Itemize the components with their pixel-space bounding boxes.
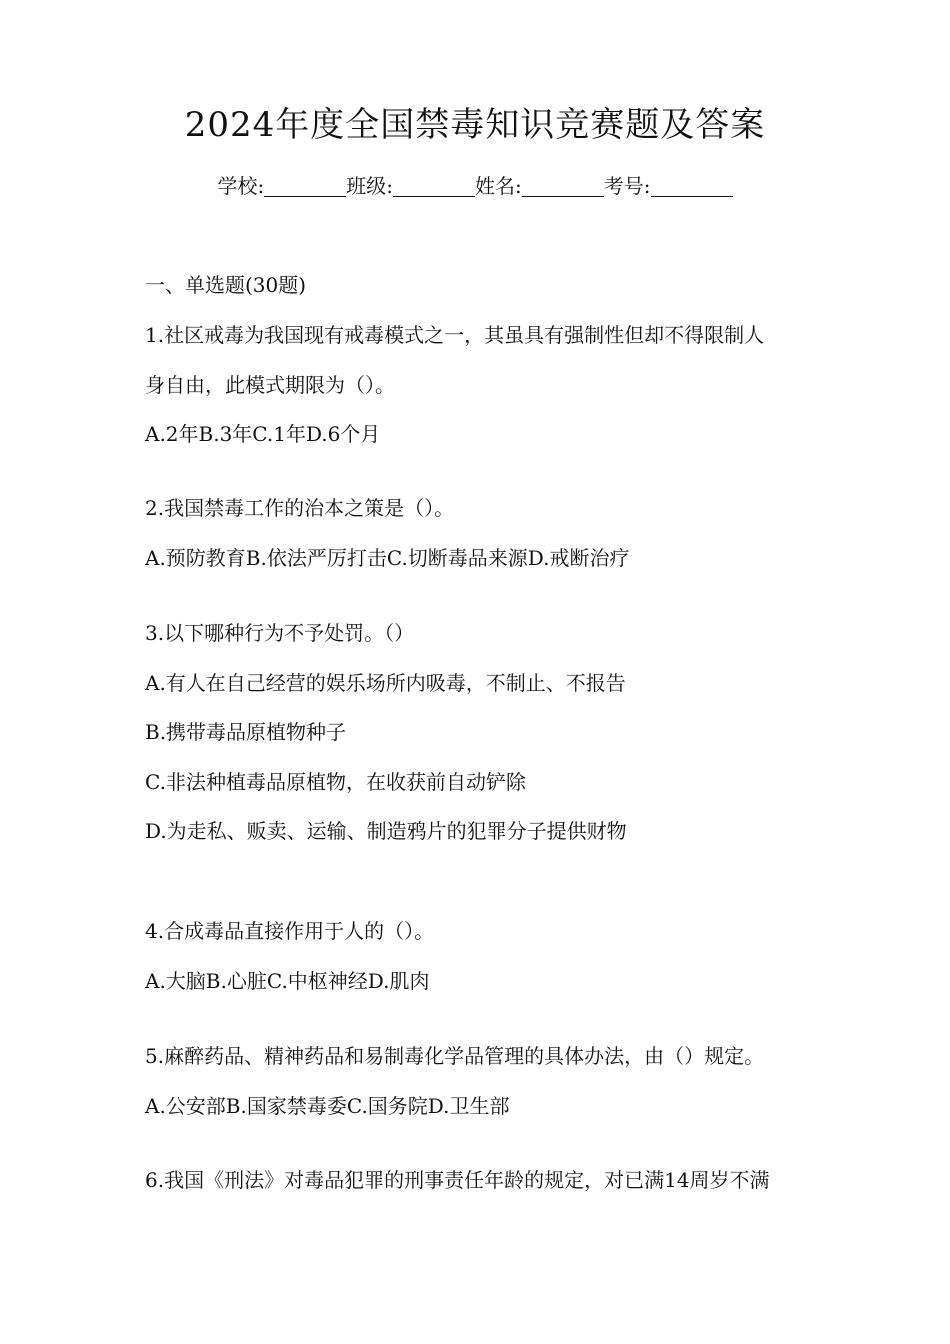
question-4-stem: 4.合成毒品直接作用于人的（）。 [145, 919, 435, 943]
document-title: 2024年度全国禁毒知识竞赛题及答案 [184, 105, 766, 145]
exam-no-label: 考号: [603, 174, 651, 198]
question-3-option-b: B.携带毒品原植物种子 [145, 720, 347, 744]
question-5-stem: 5.麻醉药品、精神药品和易制毒化学品管理的具体办法，由（）规定。 [145, 1044, 765, 1068]
question-3-stem: 3.以下哪种行为不予处罚。（） [145, 621, 415, 645]
class-blank [393, 176, 475, 197]
question-6-stem-line-1: 6.我国《刑法》对毒品犯罪的刑事责任年龄的规定，对已满14周岁不满 [145, 1168, 770, 1192]
question-2-options: A.预防教育B.依法严厉打击C.切断毒品来源D.戒断治疗 [145, 546, 630, 570]
student-info-line [0, 170, 950, 202]
question-1-stem-line-1: 1.社区戒毒为我国现有戒毒模式之一，其虽具有强制性但却不得限制人 [145, 323, 765, 347]
question-1-stem-line-2: 身自由，此模式期限为（）。 [145, 373, 395, 397]
exam-no-blank [651, 176, 733, 197]
question-4-options: A.大脑B.心脏C.中枢神经D.肌肉 [145, 969, 430, 993]
school-blank [264, 176, 346, 197]
question-3-option-c: C.非法种植毒品原植物，在收获前自动铲除 [145, 770, 526, 794]
name-blank [522, 176, 604, 197]
class-label: 班级: [346, 174, 393, 198]
section-heading: 一、单选题(30题) [145, 273, 307, 297]
question-2-stem: 2.我国禁毒工作的治本之策是（）。 [145, 496, 455, 520]
name-label: 姓名: [475, 174, 522, 198]
question-3-option-a: A.有人在自己经营的娱乐场所内吸毒，不制止、不报告 [145, 671, 626, 695]
question-5-options: A.公安部B.国家禁毒委C.国务院D.卫生部 [145, 1094, 510, 1118]
question-3-option-d: D.为走私、贩卖、运输、制造鸦片的犯罪分子提供财物 [145, 819, 627, 843]
school-label: 学校: [217, 174, 265, 198]
question-1-options: A.2年B.3年C.1年D.6个月 [145, 422, 381, 446]
